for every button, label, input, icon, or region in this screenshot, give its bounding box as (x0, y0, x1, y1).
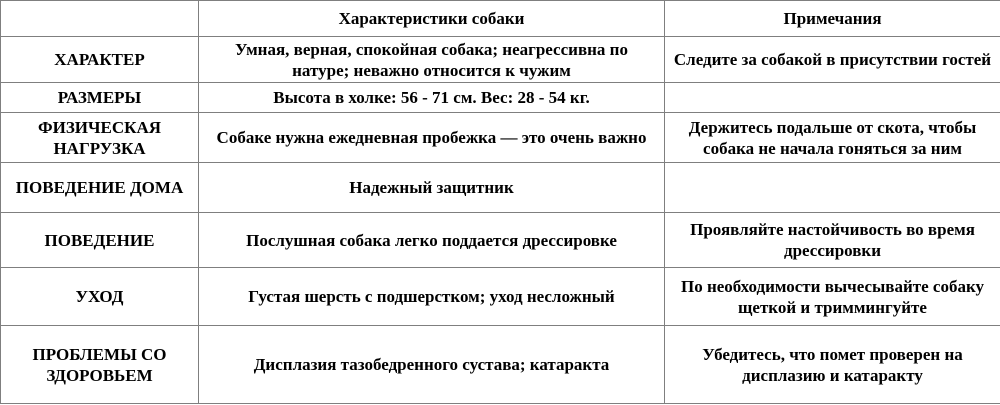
notes-cell (665, 326, 1000, 404)
characteristics-cell (199, 213, 665, 268)
row-label: ФИЗИЧЕСКАЯ НАГРУЗКА (1, 113, 199, 163)
characteristics-text: Надежный защитник (349, 178, 514, 197)
notes-cell (665, 113, 1000, 163)
row-label: ХАРАКТЕР (1, 37, 199, 83)
table-row (1, 326, 1000, 404)
row-label: РАЗМЕРЫ (1, 83, 199, 113)
header-cell-characteristics: Характеристики собаки (199, 1, 665, 37)
notes-cell (665, 37, 1000, 83)
table-row (1, 113, 1000, 163)
notes-text: Проявляйте настойчивость во время дрессировки (690, 220, 975, 260)
characteristics-text: Собаке нужна ежедневная пробежка — это очень важно (216, 128, 647, 147)
characteristics-cell (199, 83, 665, 113)
table-row (1, 268, 1000, 326)
characteristics-text: Густая шерсть с подшерстком; уход несложный (248, 287, 615, 306)
characteristics-text: Дисплазия тазобедренного сустава; катаракта (253, 355, 610, 374)
header-cell-notes: Примечания (665, 1, 1000, 37)
table-row (1, 213, 1000, 268)
header-cell-empty (1, 1, 199, 37)
notes-text: Убедитесь, что помет проверен на дисплазию и катаракту (702, 344, 963, 385)
row-label: УХОД (1, 268, 199, 326)
characteristics-text: Умная, верная, спокойная собака; неагрессивна по натуре; неважно относится к чужим (235, 39, 628, 80)
characteristics-cell (199, 163, 665, 213)
table-header-row (1, 1, 1000, 37)
characteristics-cell (199, 37, 665, 83)
notes-cell (665, 163, 1000, 213)
notes-text: Следите за собакой в присутствии гостей (673, 50, 992, 69)
notes-cell (665, 213, 1000, 268)
table-row (1, 83, 1000, 113)
notes-cell (665, 83, 1000, 113)
characteristics-text: Высота в холке: 56 - 71 см. Вес: 28 - 54 кг. (273, 88, 590, 107)
row-label: ПОВЕДЕНИЕ (1, 213, 199, 268)
notes-cell (665, 268, 1000, 326)
notes-text: Держитесь подальше от скота, чтобы собака не начала гоняться за ним (688, 117, 977, 158)
characteristics-text: Послушная собака легко поддается дрессировке (246, 230, 617, 250)
table-row (1, 37, 1000, 83)
table-row (1, 163, 1000, 213)
characteristics-cell (199, 268, 665, 326)
characteristics-cell (199, 326, 665, 404)
row-label: ПРОБЛЕМЫ СО ЗДОРОВЬЕМ (1, 326, 199, 404)
characteristics-cell (199, 113, 665, 163)
row-label: ПОВЕДЕНИЕ ДОМА (1, 163, 199, 213)
notes-text: По необходимости вычесывайте собаку щеткой и триммингуйте (680, 276, 985, 317)
